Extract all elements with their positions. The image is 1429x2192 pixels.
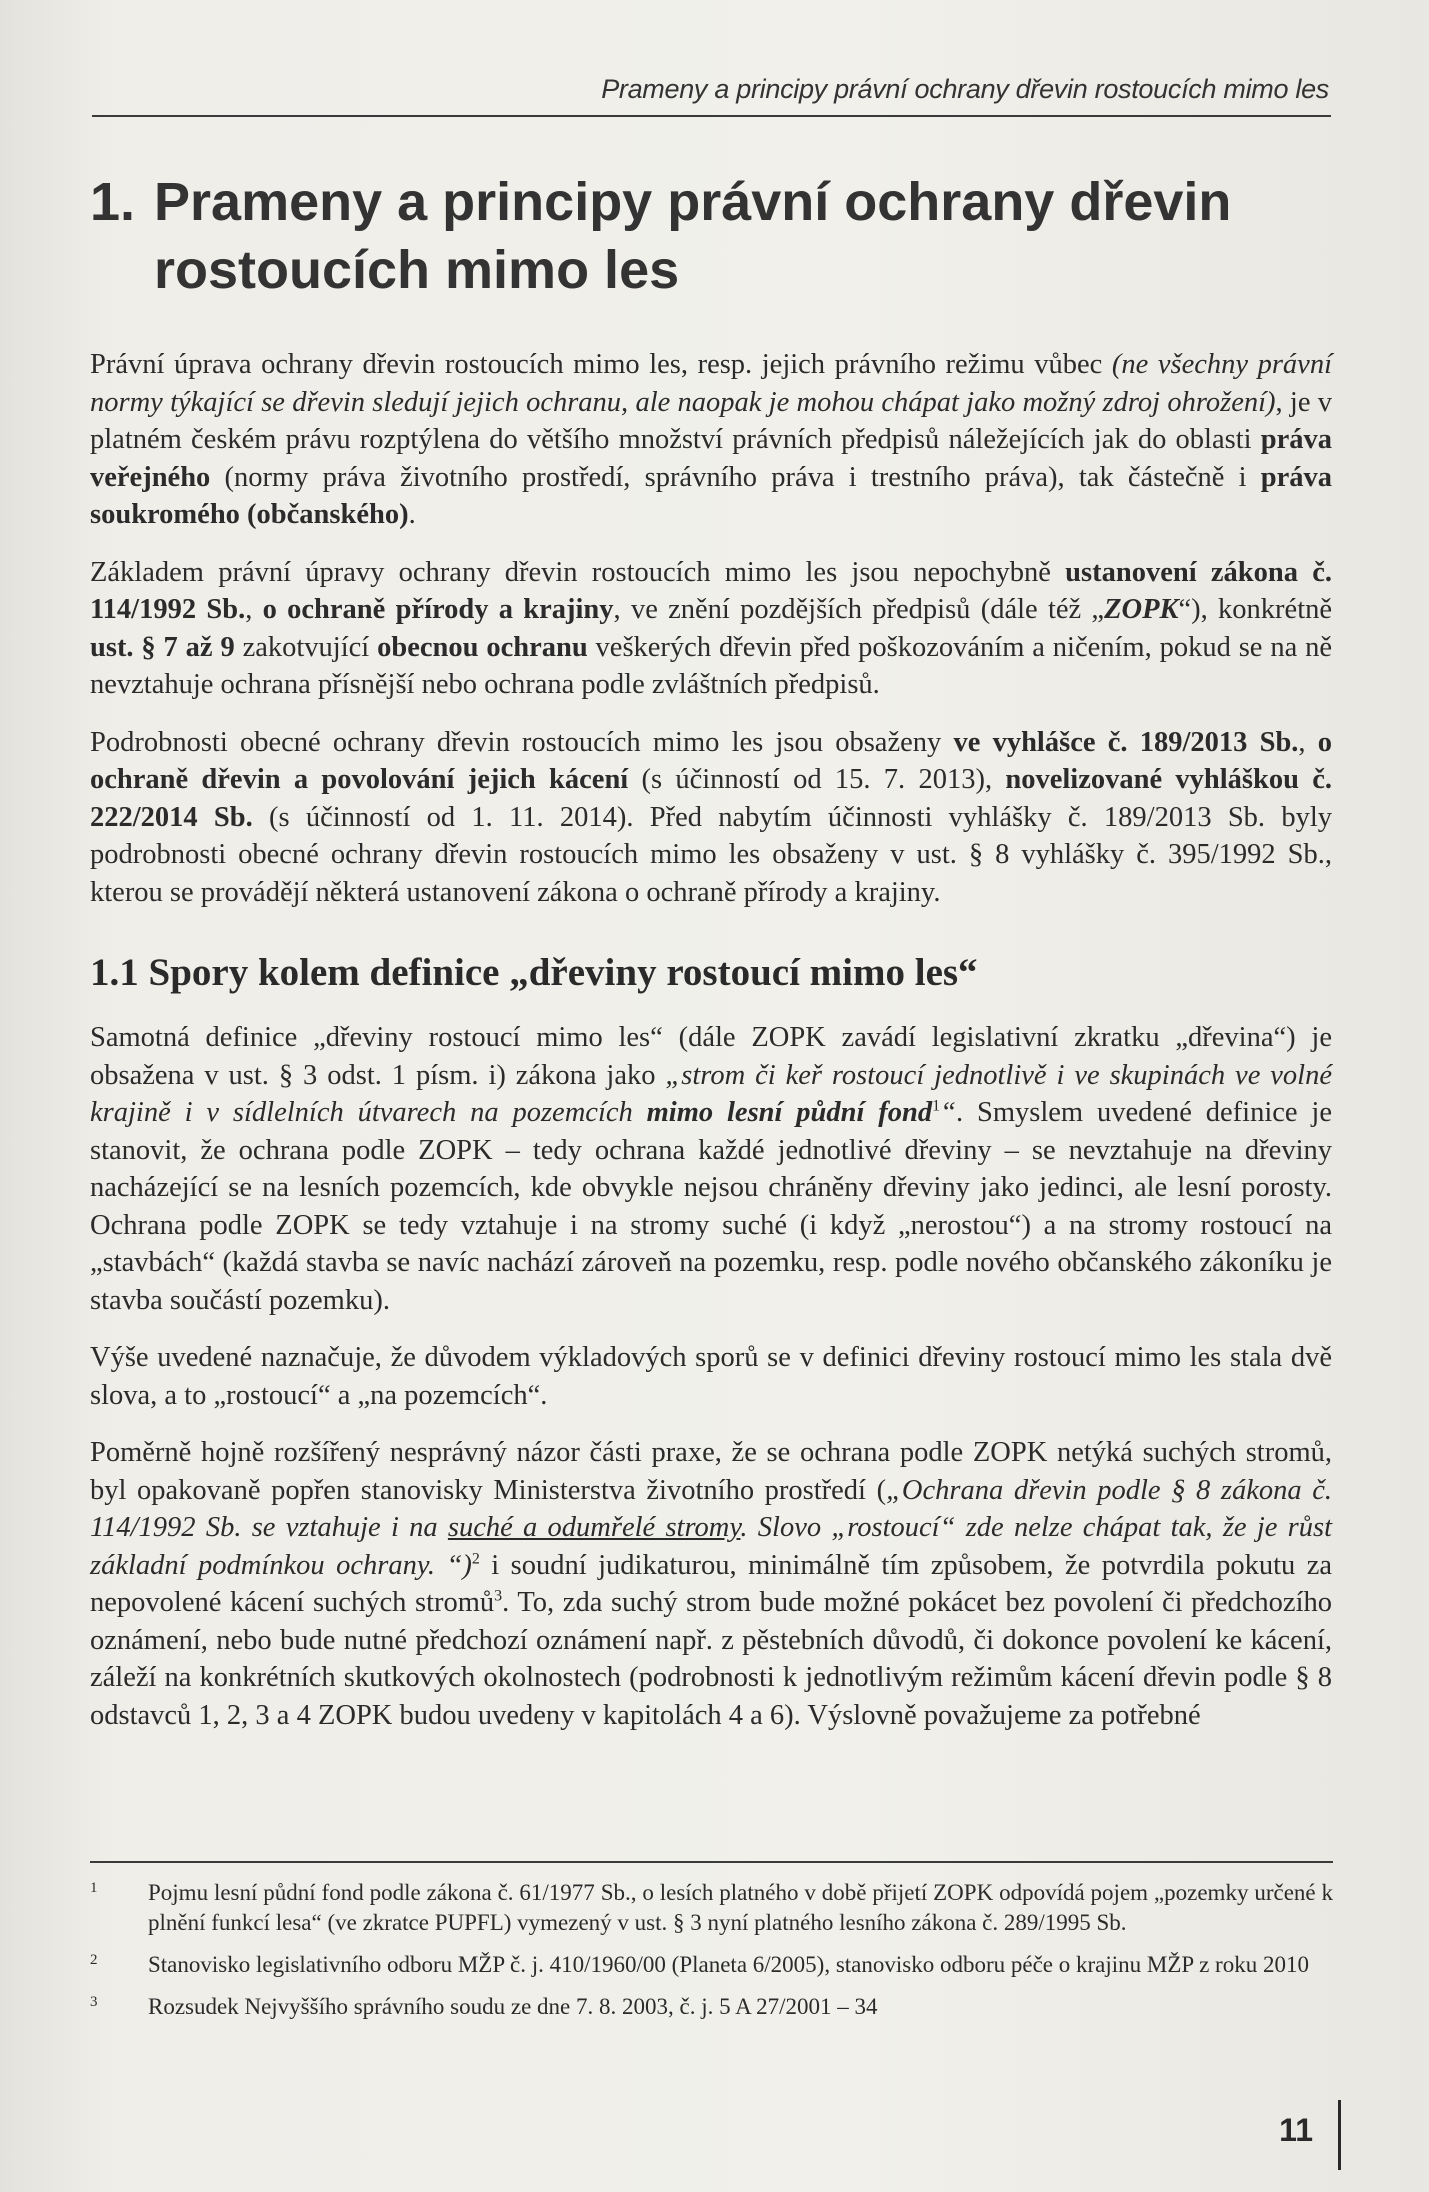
text-run: ZOPK [1104,594,1179,625]
footnote-mark: 1 [90,1880,98,1896]
page-content [90,168,1332,1754]
text-run: , je v platném českém právu rozptýlena do většího množství právních předpisů náležejících jak do oblasti [90,386,1332,455]
paragraph-2 [90,554,1332,704]
text-run: , ve znění pozdějších předpisů (dále též „ [613,594,1105,625]
paragraph-5 [90,1339,1332,1414]
text-run: ve vyhlášce č. 189/2013 Sb. [953,726,1299,758]
paragraph-3 [90,724,1332,912]
text-run: Podrobnosti obecné ochrany dřevin rostoucích mimo les jsou obsaženy [90,726,954,758]
text-run: novelizované vyhláškou č. 222/2014 Sb. [90,764,1332,833]
text-run: 3 [494,1587,503,1605]
page-number: 11 [1279,2112,1313,2148]
text-run: Poměrně hojně rozšířený nesprávný názor části praxe, že se ochrana podle ZOPK netýká suchých stromů, byl opakovaně popřen stanovisky Ministerstva životního prostředí ( [90,1437,1332,1506]
text-run: , [1298,726,1318,758]
footnote-1 [90,1878,1333,1938]
text-run: “), konkrétně [1178,594,1333,625]
text-run: . To, zda suchý strom bude možné pokácet bez povolení či předchozího oznámení, nebo bude nutné předchozí oznámení např. z pěstebních důvodů, či dokonce povolení ke kácení, záleží na konkrétních skutkových okolnostech (podrobnosti k jednotlivým režimům kácení dřevin podle § 8 odstavců 1, 2, 3 a 4 ZOPK budou uvedeny v kapitolách 4 a 6). Výslovně považujeme za potřebné [90,1587,1333,1731]
paragraph-6 [90,1434,1332,1734]
footnote-mark: 3 [90,1994,98,2010]
text-run: obecnou ochranu [377,631,588,663]
text-run: . Smyslem uvedené definice je stanovit, že ochrana podle ZOPK – tedy ochrana každé jednotlivé dřeviny – se nevztahuje na dřeviny nacházející se na lesních pozemcích, kde obvykle nejsou chráněny dřeviny jako jedinci, ale lesní porosty. Ochrana podle ZOPK se tedy vztahuje i na stromy suché (i když „nerostou“) a na stromy rostoucí na „stavbách“ (každá stavba se navíc nachází zároveň na pozemku, resp. podle nového občanského zákoníku je stavba součástí pozemku). [90,1097,1332,1316]
footnote-3 [90,1992,1333,2022]
text-run: Výše uvedené naznačuje, že důvodem výkladových sporů se v definici dřeviny rostoucí mimo les stala dvě slova, a to „rostoucí“ a „na pozemcích“. [90,1342,1332,1411]
text-run: (ne všechny právní normy týkající se dřevin sledují jejich ochranu, ale naopak je mohou chápat jako možný zdroj ohrožení) [90,349,1332,418]
text-run: ustanovení zákona č. 114/1992 Sb. [90,556,1332,625]
text-run: 1 [932,1097,941,1115]
text-run: Základem právní úpravy ochrany dřevin rostoucích mimo les jsou nepochybně [90,556,1066,588]
text-run: Samotná definice „dřeviny rostoucí mimo les“ (dále ZOPK zavádí legislativní zkratku „dřevina“) je obsažena v ust. § 3 odst. 1 písm. i) zákona jako [90,1022,1332,1091]
text-run: suché a odumřelé stromy [447,1512,741,1543]
section-title: 1.1 Spory kolem definice „dřeviny rostoucí mimo les“ [90,951,978,994]
text-run: (normy práva životního prostředí, správního práva i trestního práva), tak částečně i [210,461,1261,493]
paragraph-1 [90,346,1332,534]
text-run: . [408,499,416,530]
chapter-number: 1. [90,172,136,232]
chapter-title [90,168,1332,304]
text-run: veškerých dřevin před poškozováním a ničením, pokud se na ně nevztahuje ochrana přísnější nebo ochrana podle zvláštních předpisů. [90,631,1332,700]
footnote-2 [90,1950,1333,1980]
header-rule [92,115,1331,117]
text-run: . Slovo „rostoucí“ zde nelze chápat tak, že je růst základní podmínkou ochrany. “) [90,1512,1332,1581]
running-head: Prameny a principy právní ochrany dřevin rostoucích mimo les [601,74,1329,104]
footnote-rule [90,1861,1333,1863]
text-run: „Ochrana dřevin podle § 8 zákona č. 114/1992 Sb. se vztahuje i na [90,1474,1332,1543]
page-number-bar [1338,2100,1341,2170]
text-run: i soudní judikaturou, minimálně tím způsobem, že potvrdila pokutu za nepovolené kácení suchých stromů [90,1549,1332,1618]
footnotes [90,1878,1333,2034]
paragraph-4 [90,1019,1332,1319]
text-run: práva veřejného [90,424,1332,493]
text-run: “ [940,1097,956,1128]
text-run: o ochraně přírody a krajiny [262,594,614,625]
text-run: (s účinností od 15. 7. 2013), [628,764,1006,795]
text-run: práva soukromého (občanského) [90,461,1332,530]
text-run: 2 [471,1550,480,1567]
text-run: (s účinností od 1. 11. 2014). Před nabytím účinnosti vyhlášky č. 189/2013 Sb. byly podrobnosti obecné ochrany dřevin rostoucích mimo les obsaženy v ust. § 8 vyhlášky č. 395/1992 Sb., kterou se provádějí některá ustanovení zákona o ochraně přírody a krajiny. [90,801,1332,908]
footnote-mark: 2 [90,1952,98,1968]
text-run: o ochraně dřevin a povolování jejich kácení [90,726,1333,795]
footnote-text: Stanovisko legislativního odboru MŽP č. j. 410/1960/00 (Planeta 6/2005), stanovisko odboru péče o krajinu MŽP z roku 2010 [148,1952,1309,1977]
text-run: „strom či keř rostoucí jednotlivě i ve skupinách ve volné krajině i v sídlelních útvarech na pozemcích [90,1059,1332,1128]
text-run: Právní úprava ochrany dřevin rostoucích mimo les, resp. jejich právního režimu vůbec [90,349,1112,380]
text-run: , [245,594,263,625]
text-run: ust. § 7 až 9 [90,631,235,663]
text-run: mimo lesní půdní fond [646,1097,933,1128]
text-run: zakotvující [234,631,378,663]
chapter-title-text: Prameny a principy právní ochrany dřevin rostoucích mimo les [154,172,1232,300]
footnote-text: Rozsudek Nejvyššího správního soudu ze dne 7. 8. 2003, č. j. 5 A 27/2001 – 34 [148,1994,878,2019]
footnote-text: Pojmu lesní půdní fond podle zákona č. 61/1977 Sb., o lesích platného v době přijetí ZOPK odpovídá pojem „pozemky určené k plnění funkcí lesa“ (ve zkratce PUPFL) vymezený v ust. § 3 nyní platného lesního zákona č. 289/1995 Sb. [148,1880,1333,1935]
